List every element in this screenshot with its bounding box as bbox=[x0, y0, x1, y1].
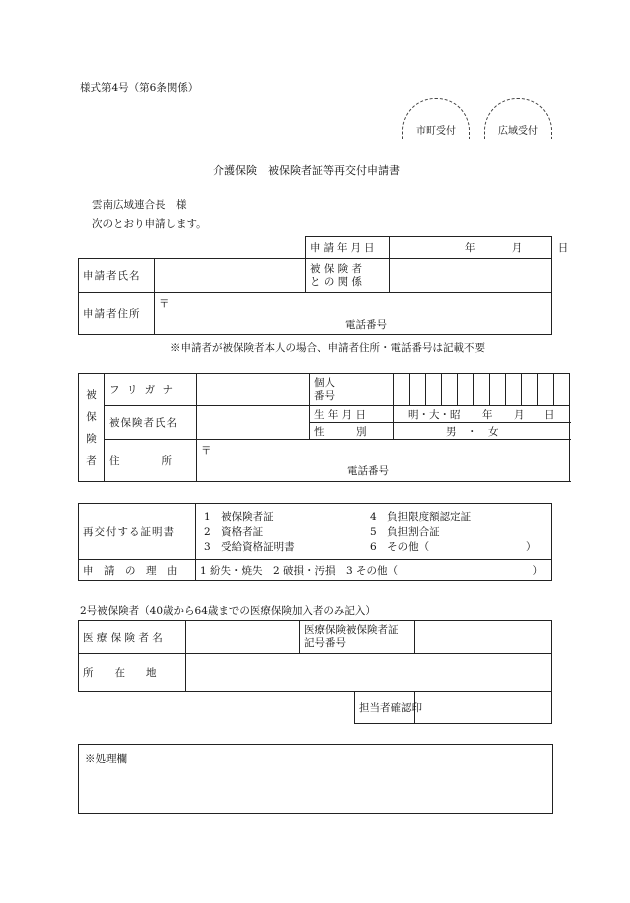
insured-address-label: 住 所 bbox=[105, 440, 197, 482]
staff-confirm-label: 担当者確認印 bbox=[355, 692, 415, 724]
relation-label bbox=[306, 259, 390, 293]
reason-options: 1 紛失・焼失 2 破損・汚損 3 その他（ bbox=[200, 564, 399, 577]
reissue-table bbox=[78, 503, 552, 581]
applicant-note: ※申請者が被保険者本人の場合、申請者住所・電話番号は記載不要 bbox=[170, 342, 485, 354]
insurer-field[interactable] bbox=[186, 621, 300, 654]
side-char: 者 bbox=[86, 454, 97, 467]
day-unit: 日 bbox=[544, 409, 555, 421]
personal-number-label-line2: 番号 bbox=[314, 389, 335, 402]
postal-mark: 〒 bbox=[201, 445, 212, 457]
year-unit: 年 bbox=[465, 242, 476, 254]
phone-label: 電話番号 bbox=[347, 465, 389, 477]
side-char: 保 bbox=[86, 410, 97, 423]
year-unit: 年 bbox=[482, 409, 493, 421]
certificate-options bbox=[196, 504, 552, 560]
applicant-name-field[interactable] bbox=[155, 259, 306, 293]
insured-table bbox=[78, 373, 570, 482]
personal-number-digit[interactable] bbox=[538, 374, 554, 406]
insurer-label: 医 療 保 険 者 名 bbox=[79, 621, 186, 654]
personal-number-digit[interactable] bbox=[410, 374, 426, 406]
month-unit: 月 bbox=[511, 242, 523, 254]
cert-number-label-line1: 医療保険被保険者証 bbox=[304, 624, 399, 636]
processing-box bbox=[78, 744, 553, 814]
personal-number-digit[interactable] bbox=[458, 374, 474, 406]
side-char: 険 bbox=[86, 432, 97, 445]
certificate-option[interactable]: 2 資格者証 bbox=[204, 526, 264, 538]
insured-side-label bbox=[79, 374, 105, 482]
furigana-label: フ リ ガ ナ bbox=[105, 374, 197, 406]
processing-label: ※処理欄 bbox=[85, 753, 127, 765]
secondary-table bbox=[78, 620, 552, 724]
form-title: 介護保険 被保険者証等再交付申請書 bbox=[213, 164, 400, 177]
personal-number-digit[interactable] bbox=[522, 374, 538, 406]
relation-field[interactable] bbox=[390, 259, 552, 293]
applicant-address-label: 申請者住所 bbox=[79, 293, 155, 335]
application-date-field[interactable] bbox=[390, 237, 569, 259]
date-label: 申請年月日 bbox=[306, 237, 390, 259]
reason-field[interactable] bbox=[196, 560, 552, 581]
personal-number-digit[interactable] bbox=[474, 374, 490, 406]
insured-address-field[interactable] bbox=[197, 440, 570, 482]
secondary-heading: 2号被保険者（40歳から64歳までの医療保険加入者のみ記入） bbox=[80, 605, 376, 617]
birth-date-field[interactable] bbox=[394, 406, 570, 423]
personal-number-digit[interactable] bbox=[506, 374, 522, 406]
certificate-option[interactable]: 1 被保険者証 bbox=[204, 511, 274, 523]
reason-close-paren: ） bbox=[532, 565, 543, 577]
postal-mark: 〒 bbox=[159, 298, 170, 310]
personal-number-digit[interactable] bbox=[394, 374, 410, 406]
applicant-table bbox=[78, 236, 569, 335]
sex-options: 男 ・ 女 bbox=[446, 426, 499, 438]
applicant-name-label: 申請者氏名 bbox=[79, 259, 155, 293]
stamp-label: 市町受付 bbox=[416, 126, 456, 137]
sex-field[interactable] bbox=[394, 423, 570, 440]
reason-label: 申 請 の 理 由 bbox=[79, 560, 196, 581]
personal-number-label-line1: 個人 bbox=[314, 376, 335, 389]
cert-number-label-line2: 記号番号 bbox=[304, 637, 346, 649]
intro-text: 次のとおり申請します。 bbox=[92, 218, 207, 230]
insured-name-field[interactable] bbox=[197, 406, 310, 440]
personal-number-digit[interactable] bbox=[554, 374, 570, 406]
relation-label-line2: と の 関 係 bbox=[310, 275, 363, 288]
addressee: 雲南広域連合長 様 bbox=[92, 199, 187, 211]
personal-number-digit[interactable] bbox=[442, 374, 458, 406]
close-paren: ） bbox=[526, 541, 537, 553]
certificate-option[interactable]: 4 負担限度額認定証 bbox=[370, 511, 472, 523]
stamp-label: 広域受付 bbox=[498, 126, 538, 137]
applicant-address-field[interactable] bbox=[155, 293, 552, 335]
regional-reception-stamp bbox=[484, 98, 552, 139]
cert-number-label bbox=[300, 621, 415, 654]
furigana-field[interactable] bbox=[197, 374, 310, 406]
phone-label: 電話番号 bbox=[345, 319, 387, 331]
personal-number-label bbox=[310, 374, 394, 406]
staff-seal-field[interactable] bbox=[415, 692, 552, 724]
location-field[interactable] bbox=[186, 654, 552, 692]
certificate-label: 再交付する証明書 bbox=[79, 504, 196, 560]
insured-name-label: 被保険者氏名 bbox=[105, 406, 197, 440]
municipal-reception-stamp bbox=[402, 98, 470, 139]
location-label: 所 在 地 bbox=[79, 654, 186, 692]
form-id: 様式第4号（第6条関係） bbox=[80, 82, 199, 94]
certificate-option[interactable]: 5 負担割合証 bbox=[370, 526, 440, 538]
certificate-option[interactable]: 6 その他（ bbox=[370, 541, 430, 553]
personal-number-digit[interactable] bbox=[490, 374, 506, 406]
side-char: 被 bbox=[86, 388, 97, 401]
month-unit: 月 bbox=[514, 409, 525, 421]
era-options: 明・大・昭 bbox=[408, 409, 461, 421]
sex-label: 性 別 bbox=[310, 423, 394, 440]
personal-number-digit[interactable] bbox=[426, 374, 442, 406]
certificate-option[interactable]: 3 受給資格証明書 bbox=[204, 541, 295, 553]
relation-label-line1: 被 保 険 者 bbox=[310, 262, 363, 275]
birth-label: 生 年 月 日 bbox=[310, 406, 394, 423]
day-unit: 日 bbox=[557, 242, 569, 254]
cert-number-field[interactable] bbox=[415, 621, 552, 654]
